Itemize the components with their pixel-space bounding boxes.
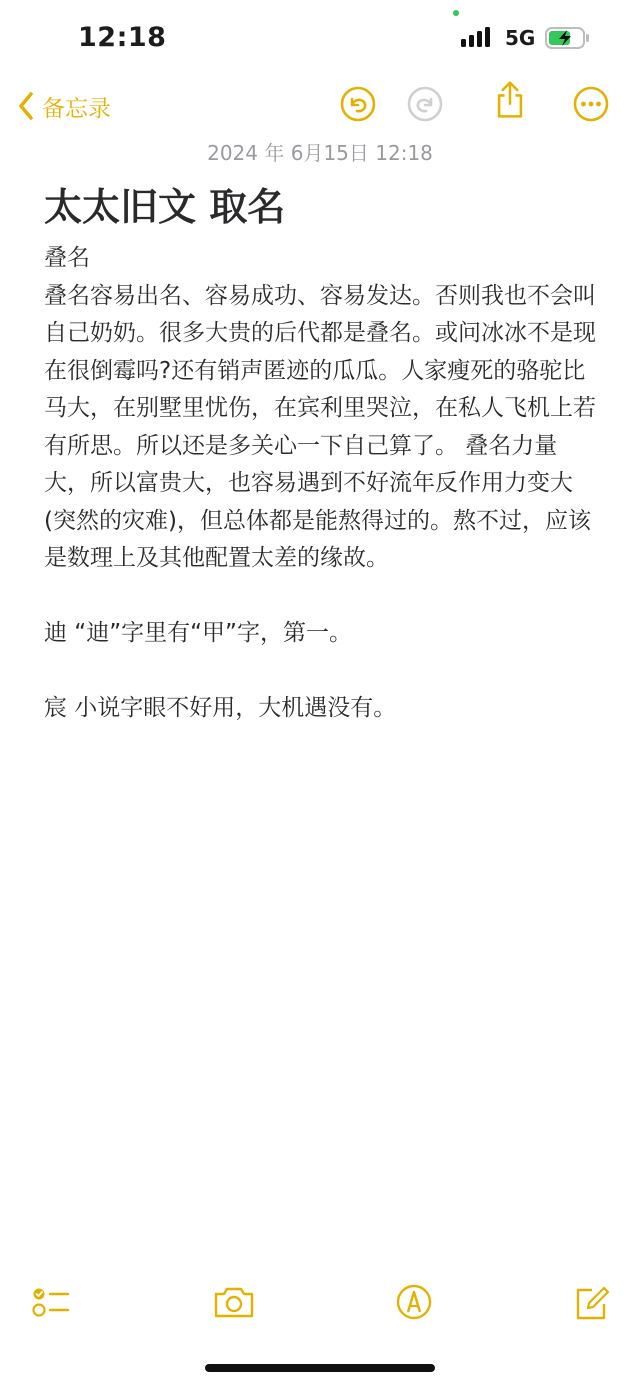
- compose-icon[interactable]: [570, 1282, 614, 1322]
- note-date: 2024 年 6月15日 12:18: [207, 141, 433, 165]
- home-indicator[interactable]: [205, 1364, 435, 1372]
- nav-bar: [0, 78, 640, 134]
- bottom-toolbar: [0, 1278, 640, 1328]
- privacy-indicator-dot: [453, 10, 459, 16]
- back-button[interactable]: [18, 86, 111, 126]
- cellular-signal-icon: [461, 27, 495, 47]
- note-paragraph: 迪 “迪”字里有“甲”字，第一。: [44, 620, 352, 646]
- blank-line: [44, 653, 596, 691]
- note-title: 太太旧文 取名: [44, 185, 286, 229]
- note-paragraph: 叠名容易出名、容易成功、容易发达。否则我也不会叫自己奶奶。很多大贵的后代都是叠名。或问冰冰不是现在很倒霉吗?还有销声匿迹的瓜瓜。人家瘦死的骆驼比马大，在别墅里忧伤，在宾利里哭泣，在私人飞机上若有所思。所以还是多关心一下自己算了。 叠名力量大，所以富贵大，也容易遇到不好流年反作用力变大 (突然的灾难)，但总体都是能熬得过的。熬不过，应该是数理上及其他配置太差的缘故。: [44, 282, 596, 571]
- note-paragraph: 宸 小说字眼不好用，大机遇没有。: [44, 695, 397, 721]
- network-type: 5G: [505, 26, 536, 50]
- share-icon[interactable]: [490, 80, 530, 120]
- note-body[interactable]: [44, 240, 596, 728]
- status-bar: [0, 0, 640, 70]
- more-icon[interactable]: [571, 84, 611, 124]
- note-paragraph: 叠名: [44, 245, 90, 271]
- blank-line: [44, 578, 596, 616]
- status-time: 12:18: [78, 22, 167, 53]
- checklist-icon[interactable]: [30, 1282, 74, 1322]
- back-label: 备忘录: [42, 95, 111, 122]
- battery-icon: [545, 27, 591, 49]
- camera-icon[interactable]: [212, 1282, 256, 1322]
- redo-icon[interactable]: [405, 84, 445, 124]
- markup-icon[interactable]: [392, 1282, 436, 1322]
- undo-icon[interactable]: [338, 84, 378, 124]
- chevron-left-icon: [18, 92, 34, 120]
